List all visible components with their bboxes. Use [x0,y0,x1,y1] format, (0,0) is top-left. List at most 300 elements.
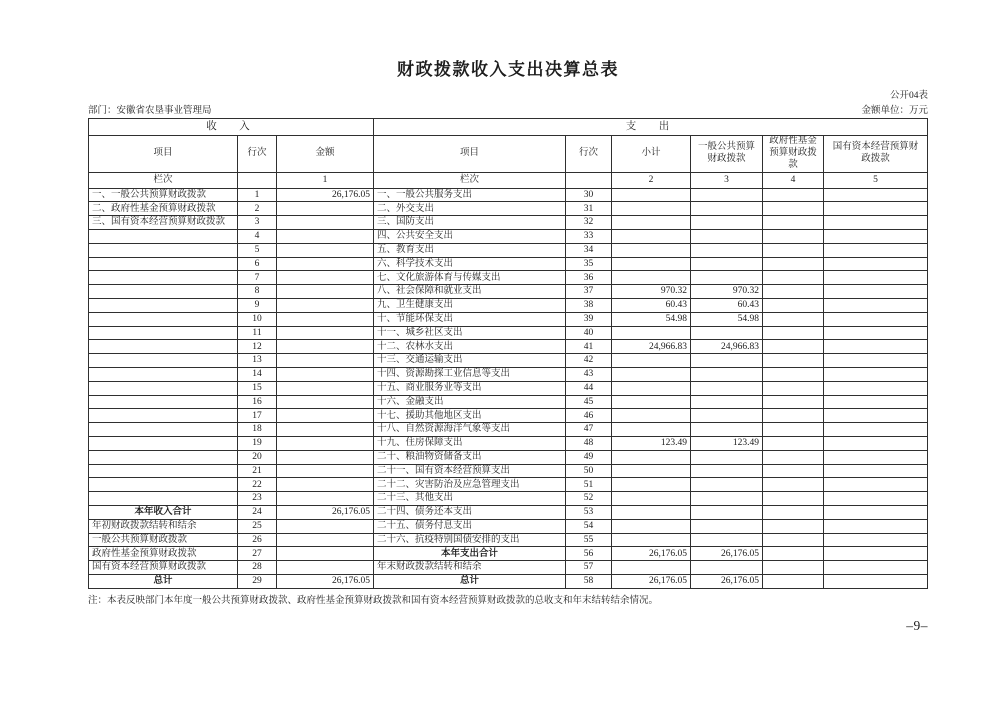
expense-general-budget [691,257,763,271]
income-line-number: 17 [238,409,277,423]
income-line-number: 9 [238,299,277,313]
expense-state-capital [824,519,928,533]
expense-general-budget [691,243,763,257]
expense-line-number: 42 [566,354,612,368]
income-item-label [89,423,238,437]
col-header-expense-item: 项目 [374,136,566,173]
expense-item-label: 二十一、国有资本经营预算支出 [374,464,566,478]
expense-state-capital [824,492,928,506]
income-line-number: 19 [238,436,277,450]
expense-state-capital [824,436,928,450]
expense-subtotal [612,326,691,340]
expense-item-label: 二十三、其他支出 [374,492,566,506]
lanci-expense-col-3: 3 [691,172,763,188]
expense-gov-fund [763,285,824,299]
expense-item-label: 十一、城乡社区支出 [374,326,566,340]
expense-general-budget [691,519,763,533]
income-item-label [89,271,238,285]
expense-gov-fund [763,216,824,230]
table-row [89,271,928,285]
expense-general-budget: 24,966.83 [691,340,763,354]
expense-gov-fund [763,257,824,271]
expense-subtotal [612,478,691,492]
table-row [89,243,928,257]
table-row [89,367,928,381]
income-amount [277,395,374,409]
expense-line-number: 35 [566,257,612,271]
expense-general-budget [691,450,763,464]
expense-state-capital [824,202,928,216]
income-item-label [89,409,238,423]
income-amount [277,533,374,547]
expense-gov-fund [763,299,824,313]
table-row [89,533,928,547]
income-item-label [89,381,238,395]
table-row [89,395,928,409]
expense-item-label: 六、科学技术支出 [374,257,566,271]
expense-state-capital [824,340,928,354]
income-amount [277,561,374,575]
expense-gov-fund [763,519,824,533]
expense-line-number: 30 [566,188,612,202]
income-amount [277,450,374,464]
expense-line-number: 43 [566,367,612,381]
expense-subtotal [612,505,691,519]
expense-general-budget: 26,176.05 [691,574,763,588]
expense-item-label: 二十五、债务付息支出 [374,519,566,533]
income-amount [277,230,374,244]
income-line-number: 1 [238,188,277,202]
income-amount [277,202,374,216]
income-amount: 26,176.05 [277,188,374,202]
income-line-number: 11 [238,326,277,340]
income-line-number: 12 [238,340,277,354]
expense-subtotal: 26,176.05 [612,574,691,588]
expense-item-label: 年末财政拨款结转和结余 [374,561,566,575]
expense-general-budget: 970.32 [691,285,763,299]
expense-state-capital [824,271,928,285]
income-amount [277,423,374,437]
expense-subtotal [612,423,691,437]
income-item-label [89,285,238,299]
lanci-expense-col-4: 4 [763,172,824,188]
income-line-number: 15 [238,381,277,395]
expense-item-label: 二十、粮油物资储备支出 [374,450,566,464]
income-item-label: 一般公共预算财政拨款 [89,533,238,547]
expense-item-label: 十七、援助其他地区支出 [374,409,566,423]
expense-subtotal [612,354,691,368]
income-line-number: 14 [238,367,277,381]
expense-state-capital [824,188,928,202]
expense-item-label: 十九、住房保障支出 [374,436,566,450]
expense-state-capital [824,547,928,561]
col-header-general-budget: 一般公共预算财政拨款 [691,136,763,173]
expense-line-number: 56 [566,547,612,561]
expense-item-label: 十三、交通运输支出 [374,354,566,368]
income-line-number: 8 [238,285,277,299]
expense-state-capital [824,299,928,313]
income-item-label [89,395,238,409]
income-line-number: 29 [238,574,277,588]
income-amount [277,340,374,354]
expense-line-number: 52 [566,492,612,506]
expense-subtotal [612,243,691,257]
income-amount [277,367,374,381]
expense-gov-fund [763,450,824,464]
expense-subtotal [612,271,691,285]
expense-line-number: 50 [566,464,612,478]
income-item-label: 国有资本经营预算财政拨款 [89,561,238,575]
expense-gov-fund [763,381,824,395]
expense-gov-fund [763,340,824,354]
column-index-row [89,172,928,188]
income-line-number: 25 [238,519,277,533]
income-item-label [89,436,238,450]
expense-general-budget [691,271,763,285]
section-header-row [89,119,928,136]
expense-line-number: 37 [566,285,612,299]
expense-item-label: 三、国防支出 [374,216,566,230]
expense-line-number: 55 [566,533,612,547]
expense-gov-fund [763,243,824,257]
expense-subtotal [612,464,691,478]
income-line-number: 5 [238,243,277,257]
document-page [88,0,928,634]
fiscal-appropriation-table [88,118,928,589]
income-line-number: 26 [238,533,277,547]
unit-label: 金额单位：万元 [861,106,928,116]
income-amount [277,519,374,533]
expense-general-budget: 60.43 [691,299,763,313]
income-amount [277,409,374,423]
income-item-label: 总计 [89,574,238,588]
table-row [89,202,928,216]
expense-state-capital [824,505,928,519]
expense-general-budget [691,505,763,519]
expense-line-number: 46 [566,409,612,423]
expense-gov-fund [763,547,824,561]
income-line-number: 27 [238,547,277,561]
expense-subtotal [612,202,691,216]
income-amount [277,285,374,299]
expense-gov-fund [763,464,824,478]
expense-line-number: 34 [566,243,612,257]
income-amount: 26,176.05 [277,505,374,519]
table-row [89,326,928,340]
income-amount [277,381,374,395]
expense-line-number: 36 [566,271,612,285]
table-row [89,519,928,533]
expense-state-capital [824,409,928,423]
expense-state-capital [824,395,928,409]
expense-gov-fund [763,312,824,326]
col-header-income-item: 项目 [89,136,238,173]
table-code: 公开04表 [889,91,928,101]
income-line-number: 28 [238,561,277,575]
expense-item-label: 总计 [374,574,566,588]
department-label: 部门：安徽省农垦事业管理局 [88,106,212,116]
expense-subtotal [612,257,691,271]
income-line-number: 23 [238,492,277,506]
income-line-number: 16 [238,395,277,409]
income-line-number: 22 [238,478,277,492]
income-line-number: 18 [238,423,277,437]
page-title: 财政拨款收入支出决算总表 [397,60,619,79]
expense-general-budget [691,492,763,506]
expense-subtotal [612,409,691,423]
expense-state-capital [824,450,928,464]
expense-state-capital [824,285,928,299]
expense-line-number: 32 [566,216,612,230]
income-line-number: 24 [238,505,277,519]
expense-subtotal [612,395,691,409]
expense-line-number: 58 [566,574,612,588]
expense-general-budget [691,395,763,409]
expense-general-budget [691,409,763,423]
expense-state-capital [824,312,928,326]
col-header-state-capital: 国有资本经营预算财政拨款 [824,136,928,173]
income-line-number: 2 [238,202,277,216]
expense-state-capital [824,354,928,368]
expense-subtotal [612,216,691,230]
expense-state-capital [824,216,928,230]
income-line-number: 13 [238,354,277,368]
expense-gov-fund [763,354,824,368]
lanci-income-label: 栏次 [89,172,238,188]
expense-general-budget [691,478,763,492]
income-amount [277,354,374,368]
expense-item-label: 五、教育支出 [374,243,566,257]
table-row [89,230,928,244]
expense-line-number: 39 [566,312,612,326]
table-row [89,381,928,395]
expense-general-budget: 123.49 [691,436,763,450]
col-header-gov-fund: 政府性基金预算财政拨款 [763,136,824,173]
expense-subtotal [612,492,691,506]
expense-gov-fund [763,230,824,244]
table-row [89,423,928,437]
expense-state-capital [824,464,928,478]
income-item-label [89,450,238,464]
expense-line-number: 40 [566,326,612,340]
income-item-label: 本年收入合计 [89,505,238,519]
lanci-expense-label: 栏次 [374,172,566,188]
expense-line-number: 54 [566,519,612,533]
income-item-label: 年初财政拨款结转和结余 [89,519,238,533]
expense-gov-fund [763,436,824,450]
expense-subtotal: 24,966.83 [612,340,691,354]
income-amount [277,216,374,230]
income-item-label: 政府性基金预算财政拨款 [89,547,238,561]
column-header-row [89,136,928,173]
income-line-number: 20 [238,450,277,464]
expense-gov-fund [763,478,824,492]
meta-row [88,102,928,116]
expense-subtotal: 60.43 [612,299,691,313]
table-row [89,299,928,313]
income-line-number: 10 [238,312,277,326]
expense-item-label: 二、外交支出 [374,202,566,216]
table-row [89,450,928,464]
expense-state-capital [824,257,928,271]
expense-line-number: 47 [566,423,612,437]
expense-gov-fund [763,326,824,340]
expense-gov-fund [763,423,824,437]
income-item-label [89,243,238,257]
table-row [89,340,928,354]
col-header-subtotal: 小计 [612,136,691,173]
income-item-label [89,478,238,492]
lanci-expense-line-blank [566,172,612,188]
expense-line-number: 33 [566,230,612,244]
expense-item-label: 十四、资源勘探工业信息等支出 [374,367,566,381]
expense-general-budget [691,561,763,575]
income-item-label [89,312,238,326]
table-row [89,216,928,230]
table-row [89,409,928,423]
expense-state-capital [824,243,928,257]
expense-line-number: 49 [566,450,612,464]
table-row [89,492,928,506]
expense-line-number: 53 [566,505,612,519]
income-amount: 26,176.05 [277,574,374,588]
col-header-income-line: 行次 [238,136,277,173]
table-row [89,354,928,368]
income-item-label [89,299,238,313]
expense-subtotal: 26,176.05 [612,547,691,561]
expense-gov-fund [763,574,824,588]
income-amount [277,243,374,257]
expense-general-budget [691,533,763,547]
expense-subtotal [612,367,691,381]
expense-item-label: 八、社会保障和就业支出 [374,285,566,299]
col-header-income-amount: 金额 [277,136,374,173]
expense-item-label: 十、节能环保支出 [374,312,566,326]
expense-item-label: 十二、农林水支出 [374,340,566,354]
expense-state-capital [824,574,928,588]
income-amount [277,271,374,285]
expense-gov-fund [763,409,824,423]
lanci-income-col-number: 1 [277,172,374,188]
income-item-label [89,230,238,244]
expense-gov-fund [763,505,824,519]
expense-gov-fund [763,188,824,202]
expense-subtotal: 54.98 [612,312,691,326]
table-row [89,478,928,492]
income-item-label [89,257,238,271]
expense-item-label: 四、公共安全支出 [374,230,566,244]
income-item-label [89,354,238,368]
expense-item-label: 十五、商业服务业等支出 [374,381,566,395]
expense-general-budget: 54.98 [691,312,763,326]
table-row [89,285,928,299]
expense-item-label: 本年支出合计 [374,547,566,561]
income-item-label [89,492,238,506]
expense-line-number: 38 [566,299,612,313]
income-section-header: 收 入 [89,119,374,136]
footnote: 注：本表反映部门本年度一般公共预算财政拨款、政府性基金预算财政拨款和国有资本经营预算财政拨款的总收支和年末结转结余情况。 [88,595,659,606]
income-item-label: 三、国有资本经营预算财政拨款 [89,216,238,230]
income-line-number: 7 [238,271,277,285]
expense-general-budget [691,464,763,478]
income-item-label: 二、政府性基金预算财政拨款 [89,202,238,216]
income-amount [277,257,374,271]
income-item-label [89,464,238,478]
expense-item-label: 七、文化旅游体育与传媒支出 [374,271,566,285]
income-item-label: 一、一般公共预算财政拨款 [89,188,238,202]
expense-general-budget [691,367,763,381]
expense-state-capital [824,533,928,547]
expense-general-budget [691,381,763,395]
expense-subtotal [612,533,691,547]
expense-general-budget [691,188,763,202]
income-line-number: 4 [238,230,277,244]
income-amount [277,312,374,326]
table-row [89,505,928,519]
table-row [89,464,928,478]
expense-general-budget: 26,176.05 [691,547,763,561]
table-row [89,188,928,202]
lanci-expense-col-5: 5 [824,172,928,188]
income-amount [277,492,374,506]
expense-section-header: 支 出 [374,119,928,136]
income-item-label [89,367,238,381]
expense-state-capital [824,367,928,381]
income-amount [277,326,374,340]
income-item-label [89,340,238,354]
expense-item-label: 二十六、抗疫特别国债安排的支出 [374,533,566,547]
expense-general-budget [691,326,763,340]
expense-line-number: 51 [566,478,612,492]
expense-general-budget [691,354,763,368]
expense-gov-fund [763,533,824,547]
expense-gov-fund [763,492,824,506]
expense-general-budget [691,202,763,216]
table-row [89,574,928,588]
lanci-income-line-blank [238,172,277,188]
expense-gov-fund [763,271,824,285]
expense-line-number: 41 [566,340,612,354]
table-row [89,312,928,326]
expense-subtotal [612,561,691,575]
expense-line-number: 31 [566,202,612,216]
expense-line-number: 44 [566,381,612,395]
expense-state-capital [824,230,928,244]
expense-general-budget [691,216,763,230]
expense-general-budget [691,423,763,437]
income-amount [277,436,374,450]
expense-item-label: 九、卫生健康支出 [374,299,566,313]
lanci-expense-col-2: 2 [612,172,691,188]
table-row [89,547,928,561]
expense-subtotal [612,381,691,395]
expense-subtotal: 123.49 [612,436,691,450]
expense-item-label: 二十二、灾害防治及应急管理支出 [374,478,566,492]
expense-subtotal [612,450,691,464]
expense-item-label: 十八、自然资源海洋气象等支出 [374,423,566,437]
col-header-expense-line: 行次 [566,136,612,173]
expense-subtotal [612,230,691,244]
expense-state-capital [824,423,928,437]
income-amount [277,299,374,313]
income-line-number: 21 [238,464,277,478]
expense-item-label: 二十四、债务还本支出 [374,505,566,519]
income-item-label [89,326,238,340]
table-row [89,436,928,450]
expense-item-label: 一、一般公共服务支出 [374,188,566,202]
page-number: –9– [906,617,928,633]
expense-gov-fund [763,367,824,381]
